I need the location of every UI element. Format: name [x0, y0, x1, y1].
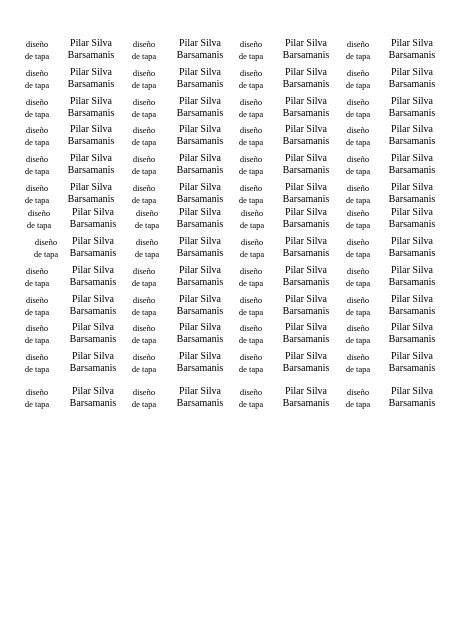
- label-line-2: de tapa: [345, 363, 371, 374]
- label-line-1: diseño: [346, 154, 370, 164]
- label-line-2: de tapa: [238, 165, 264, 176]
- label-line-1: diseño: [240, 237, 264, 247]
- label-line-1: diseño: [239, 154, 263, 164]
- author-last-name: Barsamanis: [388, 79, 436, 90]
- label-line-2: de tapa: [238, 277, 264, 288]
- author-first-name: Pilar Silva: [391, 207, 433, 218]
- author-last-name: Barsamanis: [176, 219, 224, 230]
- label-line-1: diseño: [25, 39, 49, 49]
- label-line-2: de tapa: [24, 398, 50, 409]
- label-line-1: diseño: [25, 68, 49, 78]
- label-line-2: de tapa: [345, 248, 371, 259]
- author-last-name: Barsamanis: [388, 363, 436, 374]
- author-first-name: Pilar Silva: [285, 207, 327, 218]
- author-first-name: Pilar Silva: [391, 236, 433, 247]
- label-line-2: de tapa: [134, 248, 160, 259]
- author-last-name: Barsamanis: [282, 108, 330, 119]
- author-first-name: Pilar Silva: [70, 124, 112, 135]
- label-line-2: de tapa: [238, 194, 264, 205]
- label-line-1: diseño: [27, 208, 51, 218]
- label-line-1: diseño: [25, 97, 49, 107]
- author-first-name: Pilar Silva: [391, 67, 433, 78]
- label-line-2: de tapa: [131, 306, 157, 317]
- label-line-2: de tapa: [238, 363, 264, 374]
- label-author-name: [372, 154, 452, 176]
- label-line-1: diseño: [132, 387, 156, 397]
- author-first-name: Pilar Silva: [70, 182, 112, 193]
- label-line-1: diseño: [239, 323, 263, 333]
- author-first-name: Pilar Silva: [179, 322, 221, 333]
- author-first-name: Pilar Silva: [72, 294, 114, 305]
- author-last-name: Barsamanis: [176, 79, 224, 90]
- author-first-name: Pilar Silva: [179, 124, 221, 135]
- author-last-name: Barsamanis: [282, 194, 330, 205]
- label-line-2: de tapa: [345, 136, 371, 147]
- author-last-name: Barsamanis: [69, 248, 117, 259]
- author-last-name: Barsamanis: [176, 277, 224, 288]
- label-line-2: de tapa: [345, 306, 371, 317]
- author-first-name: Pilar Silva: [70, 38, 112, 49]
- label-line-1: diseño: [346, 68, 370, 78]
- author-first-name: Pilar Silva: [391, 182, 433, 193]
- author-first-name: Pilar Silva: [285, 386, 327, 397]
- author-last-name: Barsamanis: [282, 248, 330, 259]
- label-line-1: diseño: [132, 97, 156, 107]
- label-line-2: de tapa: [131, 363, 157, 374]
- author-first-name: Pilar Silva: [179, 38, 221, 49]
- author-last-name: Barsamanis: [69, 363, 117, 374]
- author-last-name: Barsamanis: [388, 248, 436, 259]
- label-line-2: de tapa: [131, 108, 157, 119]
- author-first-name: Pilar Silva: [391, 386, 433, 397]
- author-last-name: Barsamanis: [67, 108, 115, 119]
- label-author-name: [372, 323, 452, 345]
- author-last-name: Barsamanis: [282, 334, 330, 345]
- label-line-2: de tapa: [239, 248, 265, 259]
- label-line-1: diseño: [346, 39, 370, 49]
- label-author-name: [372, 237, 452, 259]
- author-last-name: Barsamanis: [176, 306, 224, 317]
- author-last-name: Barsamanis: [176, 248, 224, 259]
- author-last-name: Barsamanis: [69, 306, 117, 317]
- author-last-name: Barsamanis: [282, 219, 330, 230]
- author-first-name: Pilar Silva: [285, 265, 327, 276]
- label-author-name: [372, 68, 452, 90]
- author-first-name: Pilar Silva: [70, 67, 112, 78]
- label-line-1: diseño: [346, 266, 370, 276]
- label-line-2: de tapa: [345, 334, 371, 345]
- label-line-1: diseño: [346, 208, 370, 218]
- label-line-2: de tapa: [345, 108, 371, 119]
- label-line-2: de tapa: [134, 219, 160, 230]
- label-line-2: de tapa: [345, 79, 371, 90]
- label-line-2: de tapa: [24, 50, 50, 61]
- label-line-2: de tapa: [131, 194, 157, 205]
- author-first-name: Pilar Silva: [70, 153, 112, 164]
- label-line-1: diseño: [132, 352, 156, 362]
- author-last-name: Barsamanis: [388, 50, 436, 61]
- author-first-name: Pilar Silva: [70, 96, 112, 107]
- label-line-1: diseño: [25, 183, 49, 193]
- label-line-1: diseño: [239, 39, 263, 49]
- label-author-name: [372, 387, 452, 409]
- label-line-1: diseño: [25, 323, 49, 333]
- label-line-2: de tapa: [33, 248, 59, 259]
- label-author-name: [372, 295, 452, 317]
- author-first-name: Pilar Silva: [391, 38, 433, 49]
- label-line-1: diseño: [132, 39, 156, 49]
- author-last-name: Barsamanis: [282, 277, 330, 288]
- label-line-1: diseño: [25, 154, 49, 164]
- author-last-name: Barsamanis: [282, 136, 330, 147]
- label-line-1: diseño: [239, 266, 263, 276]
- author-first-name: Pilar Silva: [72, 322, 114, 333]
- author-first-name: Pilar Silva: [391, 322, 433, 333]
- label-line-1: diseño: [135, 208, 159, 218]
- label-line-2: de tapa: [24, 334, 50, 345]
- author-first-name: Pilar Silva: [391, 153, 433, 164]
- label-line-1: diseño: [346, 237, 370, 247]
- author-first-name: Pilar Silva: [285, 67, 327, 78]
- label-line-2: de tapa: [131, 136, 157, 147]
- label-line-1: diseño: [239, 387, 263, 397]
- author-last-name: Barsamanis: [176, 398, 224, 409]
- label-line-2: de tapa: [26, 219, 52, 230]
- author-last-name: Barsamanis: [176, 334, 224, 345]
- label-line-1: diseño: [132, 323, 156, 333]
- label-line-1: diseño: [25, 352, 49, 362]
- label-line-2: de tapa: [238, 79, 264, 90]
- label-line-1: diseño: [132, 183, 156, 193]
- label-line-1: diseño: [346, 323, 370, 333]
- author-last-name: Barsamanis: [282, 79, 330, 90]
- author-last-name: Barsamanis: [67, 79, 115, 90]
- label-author-name: [372, 97, 452, 119]
- author-first-name: Pilar Silva: [285, 351, 327, 362]
- label-line-1: diseño: [346, 352, 370, 362]
- author-first-name: Pilar Silva: [179, 236, 221, 247]
- author-first-name: Pilar Silva: [72, 265, 114, 276]
- label-line-2: de tapa: [24, 306, 50, 317]
- author-first-name: Pilar Silva: [179, 265, 221, 276]
- author-first-name: Pilar Silva: [285, 153, 327, 164]
- author-last-name: Barsamanis: [282, 306, 330, 317]
- author-first-name: Pilar Silva: [179, 153, 221, 164]
- label-line-1: diseño: [25, 266, 49, 276]
- label-author-name: [372, 266, 452, 288]
- author-first-name: Pilar Silva: [179, 351, 221, 362]
- label-line-2: de tapa: [24, 277, 50, 288]
- label-line-1: diseño: [34, 237, 58, 247]
- label-line-1: diseño: [239, 97, 263, 107]
- label-line-2: de tapa: [238, 334, 264, 345]
- label-line-2: de tapa: [24, 165, 50, 176]
- author-first-name: Pilar Silva: [285, 236, 327, 247]
- author-last-name: Barsamanis: [69, 334, 117, 345]
- label-line-2: de tapa: [345, 398, 371, 409]
- label-line-2: de tapa: [345, 194, 371, 205]
- author-last-name: Barsamanis: [388, 194, 436, 205]
- author-last-name: Barsamanis: [388, 136, 436, 147]
- label-line-1: diseño: [25, 125, 49, 135]
- label-line-1: diseño: [25, 295, 49, 305]
- label-line-2: de tapa: [24, 136, 50, 147]
- label-line-1: diseño: [135, 237, 159, 247]
- author-first-name: Pilar Silva: [391, 265, 433, 276]
- label-line-1: diseño: [239, 125, 263, 135]
- label-line-2: de tapa: [131, 165, 157, 176]
- author-first-name: Pilar Silva: [391, 124, 433, 135]
- author-last-name: Barsamanis: [388, 108, 436, 119]
- label-line-1: diseño: [132, 125, 156, 135]
- label-line-2: de tapa: [24, 108, 50, 119]
- author-first-name: Pilar Silva: [391, 351, 433, 362]
- author-last-name: Barsamanis: [282, 363, 330, 374]
- author-last-name: Barsamanis: [176, 50, 224, 61]
- label-line-1: diseño: [25, 387, 49, 397]
- label-line-2: de tapa: [24, 363, 50, 374]
- author-last-name: Barsamanis: [67, 194, 115, 205]
- label-line-2: de tapa: [345, 165, 371, 176]
- author-last-name: Barsamanis: [282, 50, 330, 61]
- label-line-2: de tapa: [238, 306, 264, 317]
- author-last-name: Barsamanis: [67, 136, 115, 147]
- author-last-name: Barsamanis: [388, 334, 436, 345]
- label-line-2: de tapa: [238, 50, 264, 61]
- author-first-name: Pilar Silva: [285, 38, 327, 49]
- author-first-name: Pilar Silva: [179, 182, 221, 193]
- label-line-2: de tapa: [131, 50, 157, 61]
- author-last-name: Barsamanis: [388, 398, 436, 409]
- label-line-2: de tapa: [131, 398, 157, 409]
- label-line-2: de tapa: [131, 334, 157, 345]
- label-line-2: de tapa: [345, 50, 371, 61]
- label-author-name: [372, 208, 452, 230]
- author-first-name: Pilar Silva: [179, 294, 221, 305]
- label-line-2: de tapa: [345, 219, 371, 230]
- label-line-2: de tapa: [238, 136, 264, 147]
- label-line-1: diseño: [239, 183, 263, 193]
- label-line-2: de tapa: [24, 79, 50, 90]
- label-line-1: diseño: [239, 295, 263, 305]
- author-first-name: Pilar Silva: [72, 386, 114, 397]
- author-first-name: Pilar Silva: [179, 207, 221, 218]
- label-line-2: de tapa: [238, 108, 264, 119]
- label-line-1: diseño: [239, 68, 263, 78]
- author-last-name: Barsamanis: [176, 136, 224, 147]
- author-last-name: Barsamanis: [388, 277, 436, 288]
- author-first-name: Pilar Silva: [285, 294, 327, 305]
- author-last-name: Barsamanis: [176, 363, 224, 374]
- label-author-name: [372, 39, 452, 61]
- label-line-2: de tapa: [131, 277, 157, 288]
- author-last-name: Barsamanis: [69, 398, 117, 409]
- author-first-name: Pilar Silva: [179, 386, 221, 397]
- author-last-name: Barsamanis: [69, 277, 117, 288]
- author-first-name: Pilar Silva: [285, 322, 327, 333]
- author-first-name: Pilar Silva: [285, 124, 327, 135]
- author-last-name: Barsamanis: [282, 398, 330, 409]
- label-line-1: diseño: [132, 68, 156, 78]
- author-first-name: Pilar Silva: [391, 294, 433, 305]
- label-line-1: diseño: [240, 208, 264, 218]
- label-line-2: de tapa: [24, 194, 50, 205]
- author-first-name: Pilar Silva: [391, 96, 433, 107]
- author-first-name: Pilar Silva: [72, 236, 114, 247]
- label-author-name: [372, 183, 452, 205]
- label-line-1: diseño: [346, 97, 370, 107]
- author-last-name: Barsamanis: [388, 165, 436, 176]
- author-last-name: Barsamanis: [69, 219, 117, 230]
- label-line-2: de tapa: [239, 219, 265, 230]
- label-line-1: diseño: [239, 352, 263, 362]
- author-last-name: Barsamanis: [176, 108, 224, 119]
- label-line-1: diseño: [346, 295, 370, 305]
- author-first-name: Pilar Silva: [179, 67, 221, 78]
- author-last-name: Barsamanis: [67, 50, 115, 61]
- label-line-1: diseño: [132, 154, 156, 164]
- author-last-name: Barsamanis: [67, 165, 115, 176]
- author-last-name: Barsamanis: [176, 194, 224, 205]
- author-first-name: Pilar Silva: [285, 182, 327, 193]
- label-author-name: [372, 352, 452, 374]
- label-line-1: diseño: [346, 183, 370, 193]
- author-first-name: Pilar Silva: [285, 96, 327, 107]
- author-first-name: Pilar Silva: [72, 351, 114, 362]
- label-author-name: [372, 125, 452, 147]
- label-line-2: de tapa: [238, 398, 264, 409]
- label-line-1: diseño: [132, 295, 156, 305]
- author-first-name: Pilar Silva: [72, 207, 114, 218]
- author-last-name: Barsamanis: [388, 306, 436, 317]
- label-line-2: de tapa: [345, 277, 371, 288]
- author-last-name: Barsamanis: [282, 165, 330, 176]
- author-last-name: Barsamanis: [176, 165, 224, 176]
- author-last-name: Barsamanis: [388, 219, 436, 230]
- label-line-1: diseño: [346, 125, 370, 135]
- author-first-name: Pilar Silva: [179, 96, 221, 107]
- label-line-1: diseño: [346, 387, 370, 397]
- label-line-1: diseño: [132, 266, 156, 276]
- label-line-2: de tapa: [131, 79, 157, 90]
